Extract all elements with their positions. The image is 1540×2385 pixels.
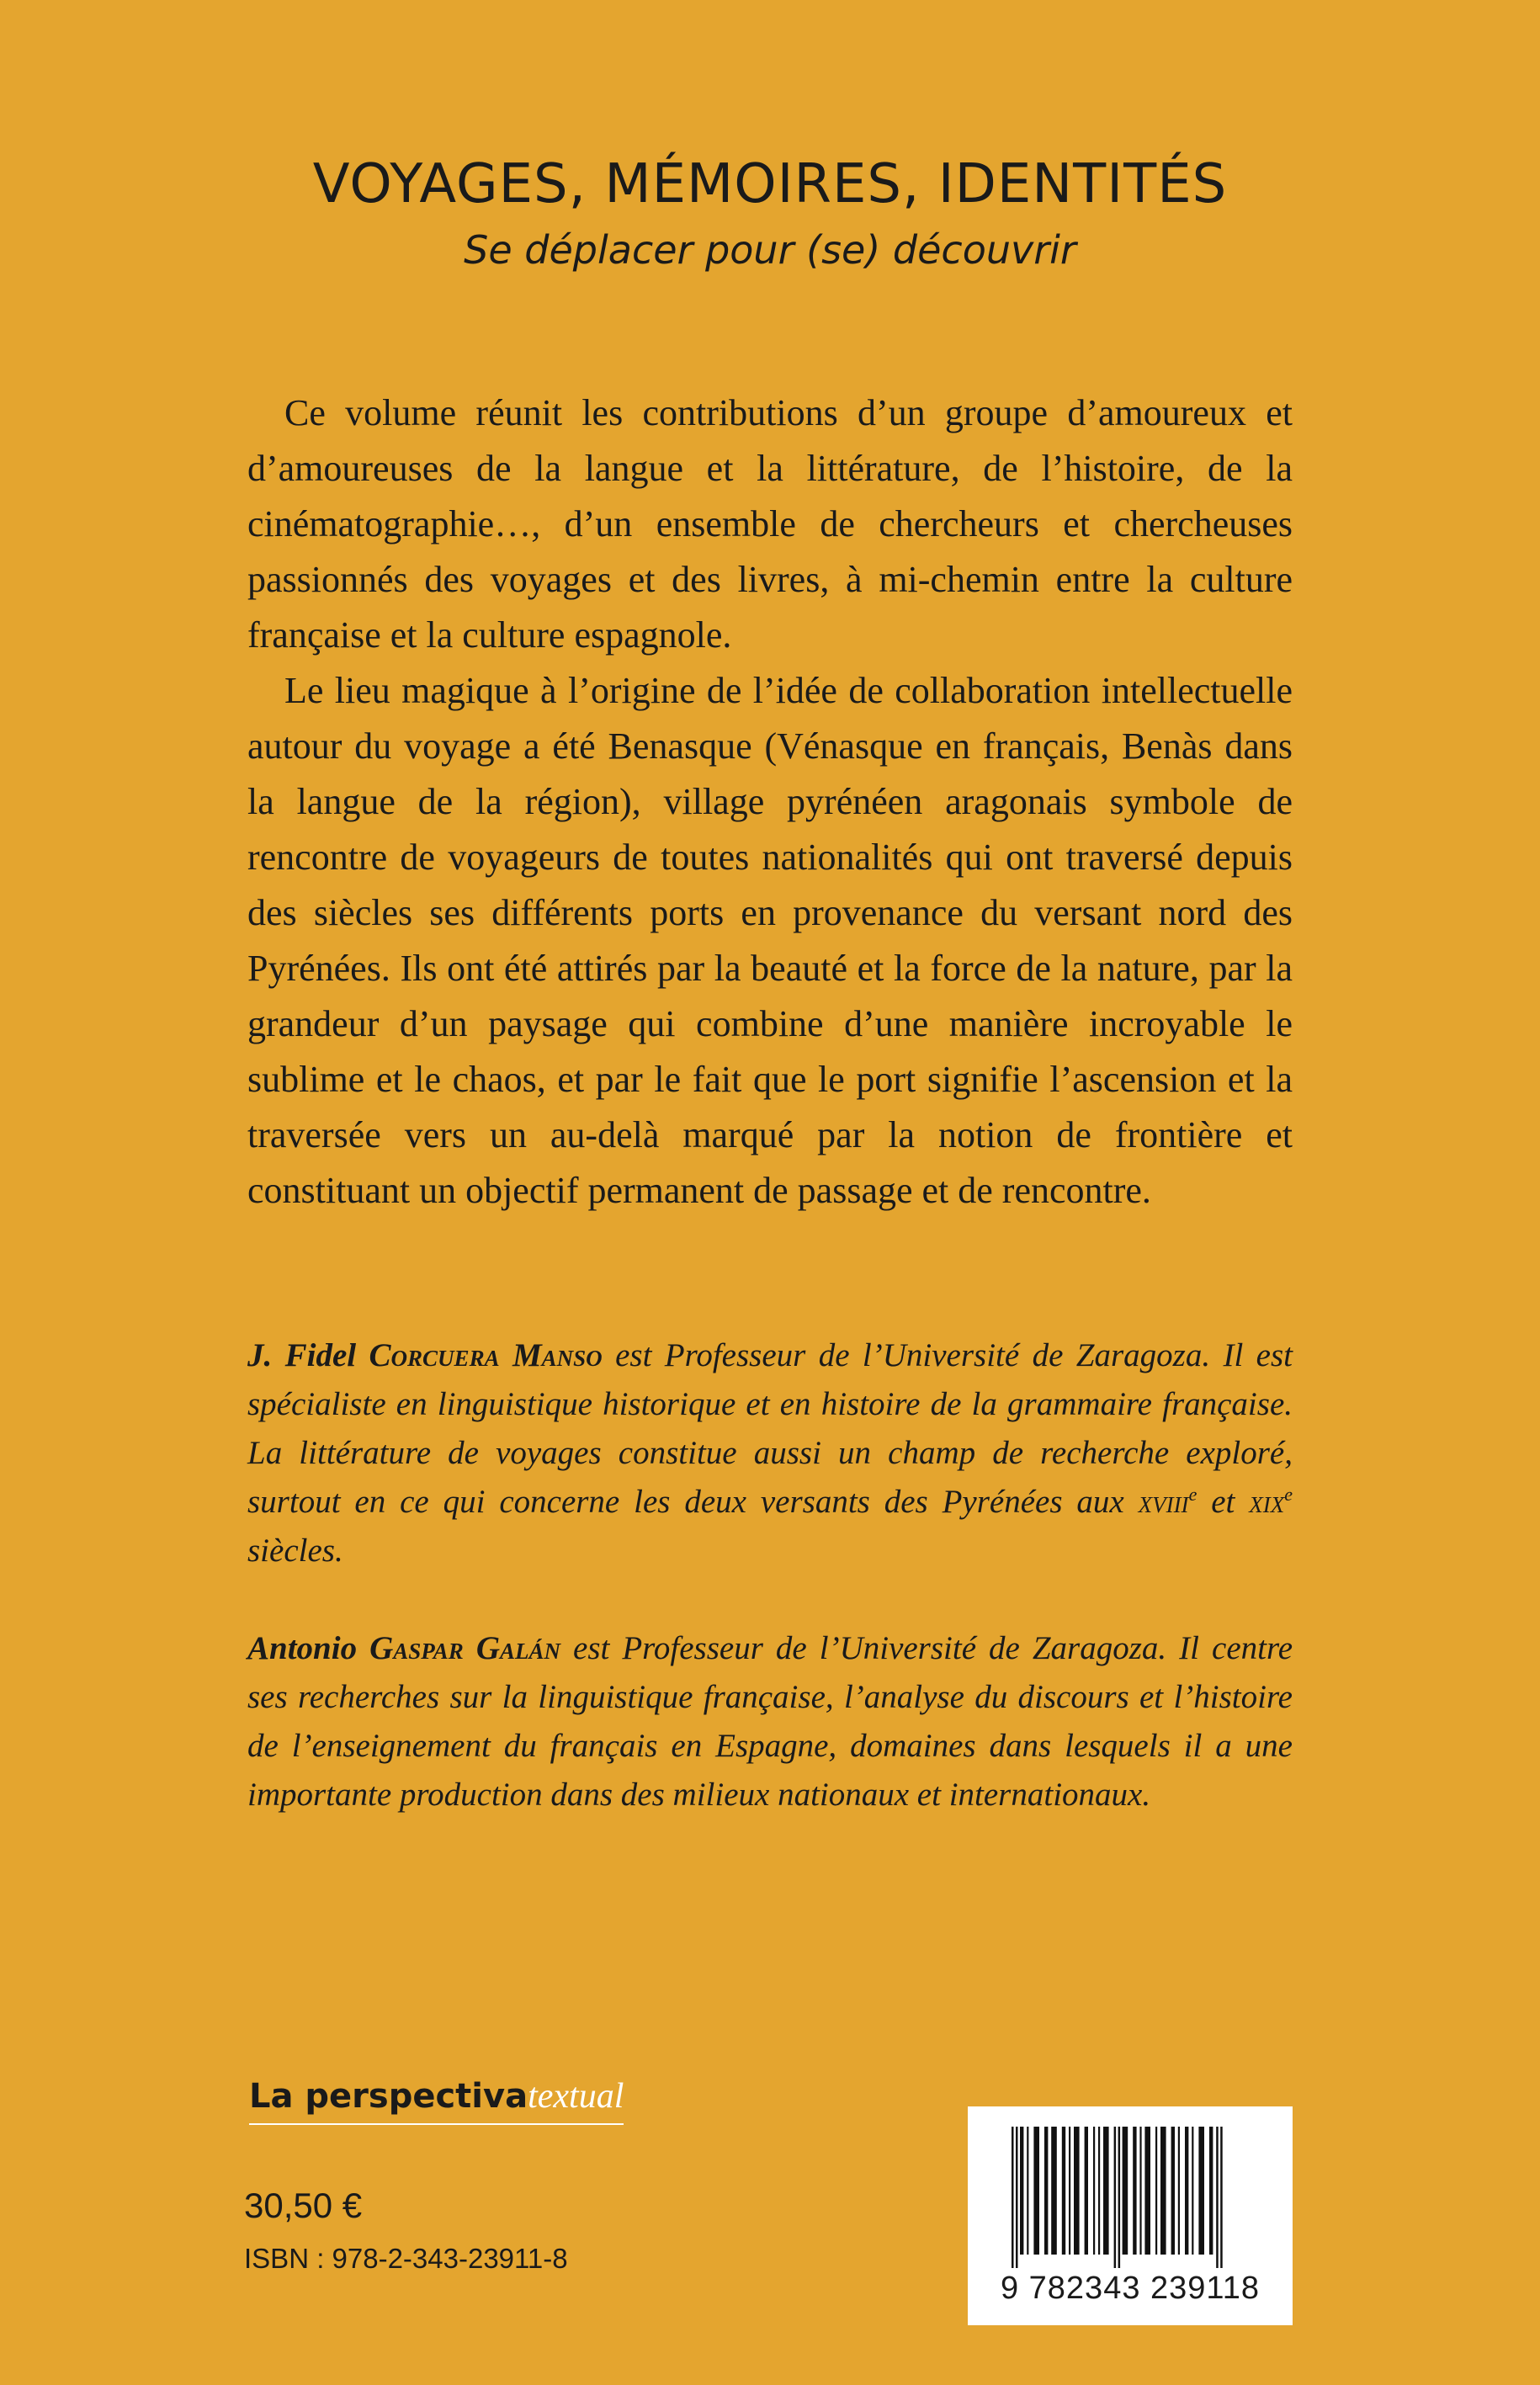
- back-cover-summary: [247, 385, 1293, 1219]
- barcode-guard-bar: [1118, 2127, 1121, 2268]
- barcode-bar: [1185, 2127, 1188, 2255]
- author-1-first-name: J. Fidel: [247, 1337, 357, 1373]
- barcode-bar: [1192, 2127, 1193, 2255]
- barcode-bar: [1144, 2127, 1150, 2255]
- barcode-bar: [1044, 2127, 1048, 2255]
- series-name-bold: La perspectiva: [249, 2077, 528, 2116]
- barcode-bar: [1171, 2127, 1175, 2255]
- century-18: xviii: [1138, 1484, 1189, 1520]
- author-bio-1: [247, 1331, 1293, 1575]
- barcode-bar: [1133, 2127, 1136, 2255]
- book-subtitle: Se déplacer pour (se) découvrir: [464, 227, 1076, 273]
- isbn: ISBN : 978-2-343-23911-8: [244, 2243, 568, 2274]
- barcode-bar: [1062, 2127, 1065, 2255]
- author-1-bio-text: est Professeur de l’Université de Zaragoza. Il est spécialiste en linguistique historique et en histoire de la grammaire française. La littérature de voyages constitue aussi un champ de recherche exploré, surtout en ce qui concerne les deux versants des Pyrénées aux: [247, 1337, 1293, 1520]
- barcode-bar: [1085, 2127, 1088, 2255]
- barcode: [968, 2106, 1293, 2325]
- author-2-last-name: Gaspar Galán: [369, 1630, 560, 1666]
- barcode-bar: [1103, 2127, 1109, 2255]
- century-connector: et: [1197, 1484, 1250, 1520]
- barcode-bar: [1178, 2127, 1180, 2255]
- series-name-italic: textual: [528, 2077, 624, 2116]
- summary-paragraph-2: Le lieu magique à l’origine de l’idée de collaboration intellectuelle autour du voyage a été Benasque (Vénasque en français, Benàs dans la langue de la région), village pyrénéen aragonais symbole de rencontre de voyageurs de toutes nationalités qui ont traversé depuis des siècles ses différents ports en provenance du versant nord des Pyrénées. Ils ont été attirés par la beauté et la force de la nature, par la grandeur d’un paysage qui combine d’une manière incroyable le sublime et le chaos, et par le fait que le port signifie l’ascension et la traversée vers un au-delà marqué par la notion de frontière et constituant un objectif permanent de passage et de rencontre.: [247, 670, 1293, 1211]
- author-1-bio-ending: siècles.: [247, 1532, 343, 1569]
- barcode-guard-bar: [1216, 2127, 1219, 2268]
- barcode-bar: [1160, 2127, 1166, 2255]
- author-bio-2: [247, 1624, 1293, 1819]
- barcode-bar: [1093, 2127, 1095, 2255]
- barcode-bar: [1209, 2127, 1213, 2255]
- barcode-digits: 9 782343 239118: [1000, 2271, 1261, 2306]
- author-2-first-name: Antonio: [247, 1630, 358, 1666]
- century-18-sup: e: [1188, 1484, 1197, 1505]
- author-bios: [247, 1331, 1293, 1868]
- book-title: VOYAGES, MÉMOIRES, IDENTITÉS: [312, 153, 1228, 215]
- barcode-bar: [1139, 2127, 1141, 2255]
- barcode-guard-bar: [1114, 2127, 1117, 2268]
- author-1-last-name: Corcuera Manso: [369, 1337, 603, 1373]
- author-2-bio-text: est Professeur de l’Université de Zaragoza. Il centre ses recherches sur la linguistique française, l’analyse du discours et l’histoire de l’enseignement du français en Espagne, domaines dans lesquels il a une importante production dans des milieux nationaux et internationaux.: [247, 1630, 1293, 1813]
- barcode-bar: [1198, 2127, 1204, 2255]
- barcode-bars: [1008, 2127, 1252, 2268]
- series-imprint: [249, 2076, 624, 2125]
- barcode-bar: [1020, 2127, 1023, 2255]
- barcode-guard-bar: [1016, 2127, 1018, 2268]
- barcode-bar: [1033, 2127, 1039, 2255]
- barcode-guard-bar: [1220, 2127, 1223, 2268]
- century-19: xix: [1249, 1484, 1285, 1520]
- barcode-guard-bar: [1012, 2127, 1014, 2268]
- price: 30,50 €: [244, 2186, 363, 2225]
- summary-paragraph-1: Ce volume réunit les contributions d’un groupe d’amoureux et d’amoureuses de la langue et la littérature, de l’histoire, de la cinématographie…, d’un ensemble de chercheurs et chercheuses passionnés des voyages et des livres, à mi-chemin entre la culture française et la culture espagnole.: [247, 392, 1293, 656]
- barcode-bar: [1074, 2127, 1080, 2255]
- century-19-sup: e: [1284, 1484, 1293, 1505]
- barcode-bar: [1069, 2127, 1070, 2255]
- barcode-bar: [1098, 2127, 1100, 2255]
- barcode-bar: [1123, 2127, 1128, 2255]
- barcode-bar: [1027, 2127, 1028, 2255]
- barcode-bar: [1155, 2127, 1157, 2255]
- barcode-bar: [1051, 2127, 1057, 2255]
